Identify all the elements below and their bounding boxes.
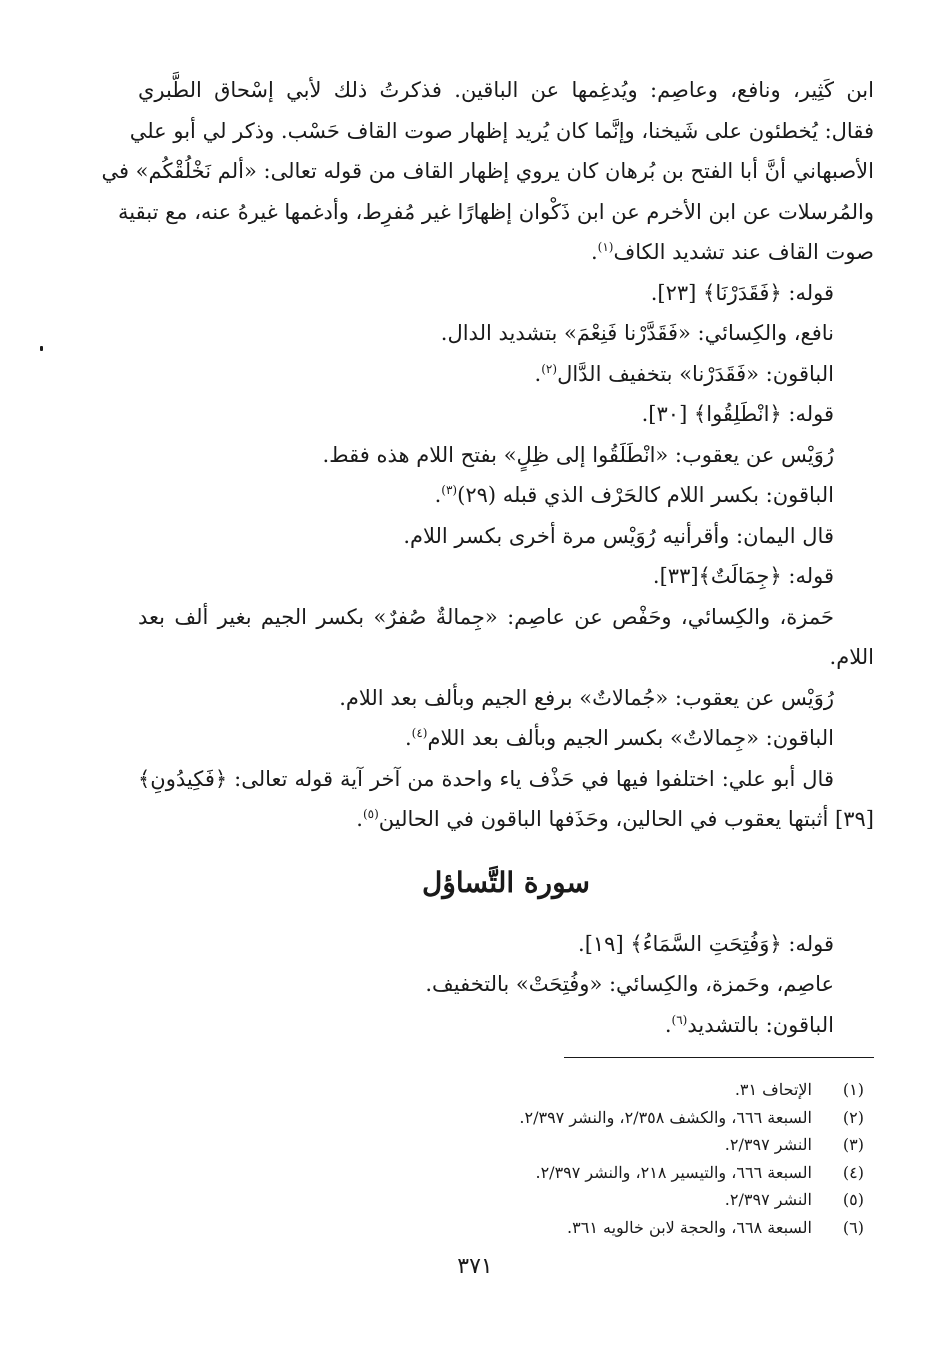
- footnote: [138, 1104, 874, 1132]
- footnote-number: (٥): [842, 1190, 864, 1209]
- line-punctuation: .: [590, 240, 598, 264]
- line-text: صوت القاف عند تشديد الكاف: [613, 240, 874, 264]
- footnote-number: (٢): [842, 1107, 864, 1127]
- line-text: اللام.: [829, 645, 874, 669]
- text-line: [138, 597, 874, 638]
- text-line: [101, 151, 874, 192]
- surah-title: سورة التَّساؤل: [422, 865, 590, 899]
- footnote: [138, 1076, 874, 1104]
- footnote-separator: [564, 1057, 874, 1058]
- line-text: عاصِم، وحَمزة، والكِسائي: «وفُتِحَتْ» بالتخفيف.: [425, 972, 834, 996]
- footnote: [138, 1214, 874, 1242]
- text-line: [118, 192, 874, 233]
- line-punctuation: .: [434, 483, 442, 507]
- text-line: [138, 799, 874, 840]
- text-line: [138, 232, 874, 273]
- text-line: [138, 759, 874, 800]
- footnote: [138, 1131, 874, 1159]
- line-text: قوله: ﴿جِمَالَتٌ﴾[٣٣].: [652, 564, 834, 588]
- text-line: [138, 718, 874, 759]
- text-line: [138, 70, 874, 111]
- footnote: [138, 1159, 874, 1187]
- line-text: قال أبو علي: اختلفوا فيها في حَذْف ياء واحدة من آخر آية قوله تعالى: ﴿فَكِيدُونِ﴾: [138, 766, 834, 791]
- text-line: [129, 111, 874, 152]
- text-line: [138, 516, 874, 557]
- text-line: [138, 556, 874, 597]
- text-line: [138, 678, 874, 719]
- text-line: [138, 1005, 874, 1046]
- line-text: الباقون: بكسر اللام كالحَرْف الذي قبله (٢٩): [457, 483, 834, 507]
- page-number: ٣٧١: [457, 1254, 493, 1279]
- line-punctuation: .: [356, 807, 363, 831]
- text-line: [138, 924, 874, 965]
- page-body: [101, 70, 874, 1241]
- line-text: الباقون: «فَقَدَرْنا» بتخفيف الدَّال: [557, 361, 834, 386]
- line-text: رُوَيْس عن يعقوب: «انْطَلَقُوا إلى ظِلٍ» بفتح اللام هذه فقط.: [322, 442, 834, 467]
- text-line: [138, 394, 874, 435]
- line-text: رُوَيْس عن يعقوب: «جُمالاتٌ» برفع الجيم وبألف بعد اللام.: [339, 685, 834, 710]
- footnote-number: (١): [842, 1080, 864, 1099]
- footnote-ref: (٢): [541, 361, 558, 376]
- footnote-ref: (٦): [671, 1012, 688, 1027]
- text-line: [138, 964, 874, 1005]
- surah-text: [138, 924, 874, 1046]
- text-line: [138, 354, 874, 395]
- footnote-text: النشر ٢/٣٩٧.: [724, 1190, 812, 1209]
- line-text: [٣٩] أثبتها يعقوب في الحالين، وحَذَفها الباقون في الحالين: [378, 807, 874, 831]
- footnote-text: الإتحاف ٣١.: [734, 1080, 812, 1099]
- footnote: [138, 1186, 874, 1214]
- line-text: نافع، والكِسائي: «فَقَدَّرْنا فَنِعْمَ» بتشديد الدال.: [440, 321, 834, 345]
- line-text: ابن كَثِير، ونافع، وعاصِم: ويُدغِمها عن الباقين. فذكرتُ ذلك لأبي إسْحاق الطَّبري: [138, 78, 874, 102]
- main-text: [101, 70, 874, 840]
- line-text: فقال: يُخطئون على شَيخنا، وإنَّما كان يُريد إظهار صوت القاف حَسْب. وذكر لي أبو علي: [129, 118, 874, 143]
- text-line: [138, 475, 874, 516]
- margin-mark: [40, 346, 43, 351]
- line-text: حَمزة، والكِسائي، وحَفْص عن عاصِم: «جِمالةٌ صُفرٌ» بكسر الجيم بغير ألف بعد: [138, 604, 834, 629]
- line-text: قال اليمان: وأقرأنيه رُوَيْس مرة أخرى بكسر اللام.: [403, 523, 834, 548]
- footnote-number: (٣): [842, 1135, 864, 1154]
- text-line: [138, 313, 874, 354]
- line-text: قوله: ﴿انْطَلِقُوا﴾ [٣٠].: [641, 402, 834, 426]
- line-text: الباقون: بالتشديد: [687, 1012, 834, 1037]
- footnote-text: النشر ٢/٣٩٧.: [724, 1135, 812, 1154]
- text-line: [138, 273, 874, 314]
- footnote-ref: (١): [597, 240, 614, 254]
- footnote-number: (٤): [842, 1162, 864, 1182]
- footnote-ref: (٤): [411, 726, 428, 740]
- line-text: قوله: ﴿وَفُتِحَتِ السَّمَاءُ﴾ [١٩].: [578, 931, 834, 956]
- line-text: والمُرسلات عن ابن الأخرم عن ابن ذَكْوان إظهارًا غير مُفرِط، وأدغمها غيرهُ عنه، مع تبقية: [118, 199, 874, 224]
- text-line: [138, 637, 874, 678]
- footnote-text: السبعة ٦٦٦، والكشف ٢/٣٥٨، والنشر ٢/٣٩٧.: [519, 1107, 812, 1127]
- line-text: قوله: ﴿فَقَدَرْنَا﴾ [٢٣].: [650, 280, 834, 305]
- line-punctuation: .: [404, 726, 412, 750]
- footnote-ref: (٣): [441, 483, 458, 497]
- footnote-text: السبعة ٦٦٨، والحجة لابن خالويه ٣٦١.: [567, 1217, 812, 1237]
- line-punctuation: .: [664, 1012, 672, 1037]
- footnote-text: السبعة ٦٦٦، والتيسير ٢١٨، والنشر ٢/٣٩٧.: [535, 1162, 812, 1182]
- line-punctuation: .: [534, 361, 542, 386]
- footnotes: [138, 1076, 874, 1241]
- footnote-ref: (٥): [362, 807, 379, 821]
- footnote-number: (٦): [842, 1217, 864, 1237]
- line-text: الأصبهاني أنَّ أبا الفتح بن بُرهان كان يروي إظهار القاف من قوله تعالى: «ألم نَخْلُقْكُم» في: [101, 159, 874, 183]
- text-line: [138, 435, 874, 476]
- line-text: الباقون: «جِمالاتٌ» بكسر الجيم وبألف بعد اللام: [427, 726, 834, 750]
